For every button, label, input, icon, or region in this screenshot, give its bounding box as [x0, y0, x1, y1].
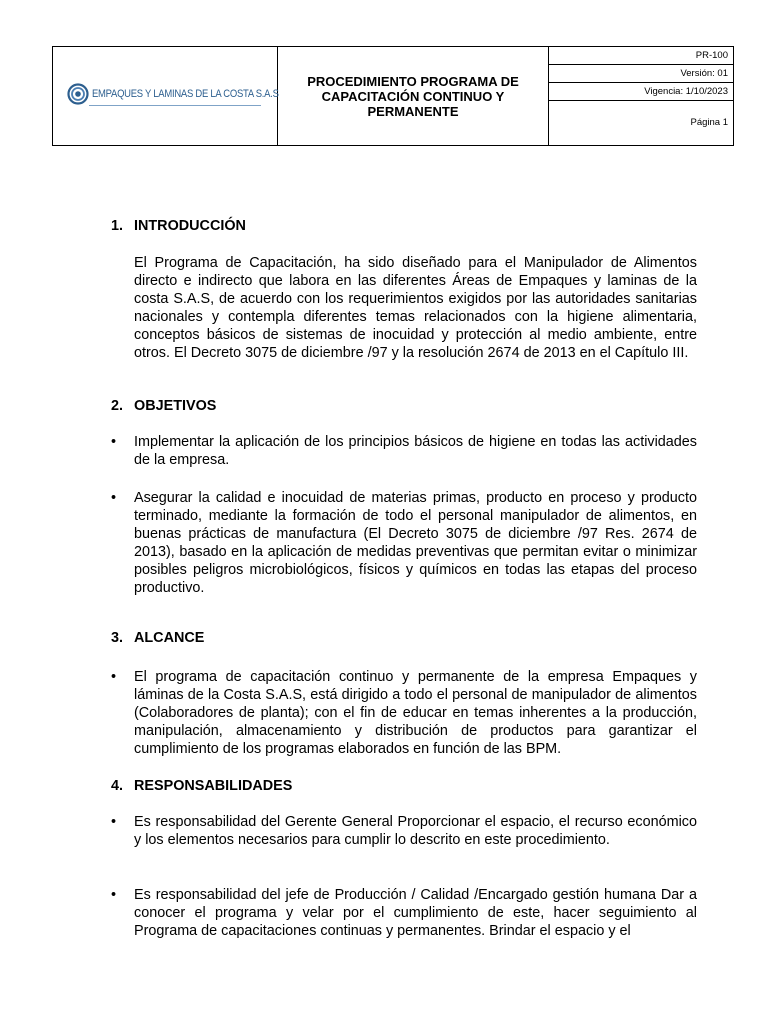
bullet-marker: • [111, 434, 117, 450]
section-title: INTRODUCCIÓN [134, 218, 246, 234]
section-heading-responsabilidades [111, 778, 292, 794]
section-title: OBJETIVOS [134, 398, 217, 414]
section-number: 4. [111, 778, 124, 794]
section-number: 2. [111, 398, 124, 414]
document-code: PR-100 [549, 47, 733, 65]
list-item-text: Implementar la aplicación de los principios básicos de higiene en todas las actividades de la empresa. [134, 434, 697, 468]
bullet-marker: • [111, 490, 117, 506]
document-version: Versión: 01 [549, 65, 733, 83]
section-heading-introduccion [111, 218, 246, 234]
logo-cell [53, 47, 278, 145]
section-heading-objetivos [111, 398, 216, 414]
intro-paragraph: El Programa de Capacitación, ha sido diseñado para el Manipulador de Alimentos directo e indirecto que labora en las diferentes Áreas de Empaques y laminas de la costa S.A.S, de acuerdo con los requerimientos exigidos por las autoridades sanitarias nacionales y contempla diferentes temas relacionados con la higiene alimentaria, conceptos básicos de sistemas de inocuidad y protección al medio ambiente, entre otros. El Decreto 3075 de diciembre /97 y la resolución 2674 de 2013 en el Capítulo III. [134, 255, 697, 361]
page-number: Página 1 [690, 117, 728, 128]
metadata-cell [549, 47, 733, 145]
company-logo [67, 83, 309, 105]
list-item-text: Es responsabilidad del jefe de Producción / Calidad /Encargado gestión humana Dar a conocer el programa y velar por el cumplimiento de este, hacer seguimiento al Programa de capacitaciones continuas y permanentes. Brindar el espacio y el [134, 887, 697, 939]
spiral-logo-icon [67, 83, 89, 105]
section-heading-alcance [111, 630, 204, 646]
list-item-text: El programa de capacitación continuo y permanente de la empresa Empaques y láminas de la Costa S.A.S, está dirigido a todo el personal de manipulador de alimentos (Colaboradores de planta); con el fin de educar en temas inherentes a la producción, manipulación, almacenamiento y distribución de productos para garantizar el cumplimiento de los programas elaborados en función de las BPM. [134, 669, 697, 757]
document-header [52, 46, 734, 146]
title-cell [278, 47, 549, 145]
list-item-text: Es responsabilidad del Gerente General Proporcionar el espacio, el recurso económico y los elementos necesarios para cumplir lo descrito en este procedimiento. [134, 814, 697, 848]
bullet-marker: • [111, 887, 117, 903]
document-validity: Vigencia: 1/10/2023 [549, 83, 733, 101]
bullet-marker: • [111, 669, 117, 685]
document-title: PROCEDIMIENTO PROGRAMA DE CAPACITACIÓN CONTINUO Y PERMANENTE [307, 73, 519, 119]
bullet-marker: • [111, 814, 117, 830]
logo-underline [89, 105, 261, 106]
section-title: RESPONSABILIDADES [134, 778, 293, 794]
section-title: ALCANCE [134, 630, 205, 646]
section-number: 3. [111, 630, 124, 646]
section-number: 1. [111, 218, 124, 234]
list-item-text: Asegurar la calidad e inocuidad de materias primas, producto en proceso y producto terminado, mediante la formación de todo el personal manipulador de alimentos, en buenas prácticas de manufactura (El Decreto 3075 de diciembre /97 Res. 2674 de 2013), basado en la aplicación de medidas preventivas que permitan evitar o minimizar posibles peligros microbiológicos, físicos y químicos en todas las etapas del proceso productivo. [134, 490, 697, 596]
company-name: EMPAQUES Y LAMINAS DE LA COSTA S.A.S [92, 88, 279, 100]
